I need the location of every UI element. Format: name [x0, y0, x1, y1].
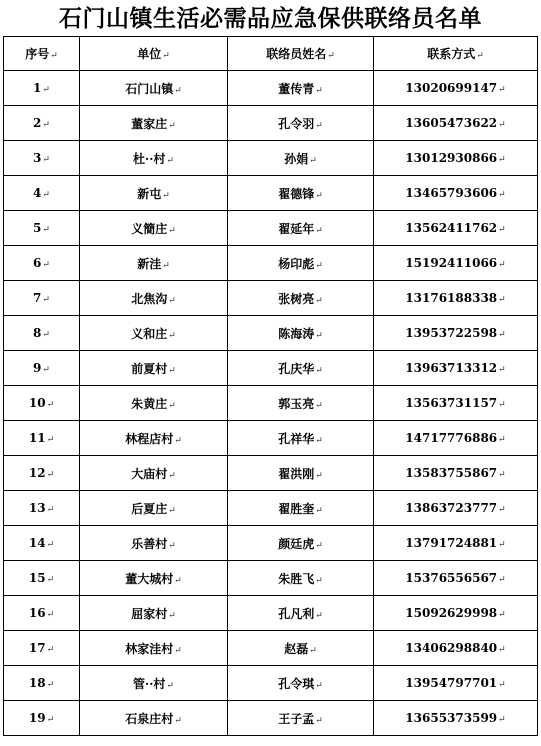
cell-phone-text: 13605473622 — [405, 116, 498, 130]
paragraph-mark-icon: ↵ — [315, 435, 323, 446]
cell-phone-text: 15092629998 — [405, 606, 498, 620]
paragraph-mark-icon: ↵ — [498, 540, 506, 550]
header-index-label: 序号 — [25, 47, 50, 61]
table-body — [4, 71, 538, 736]
paragraph-mark-icon: ↵ — [174, 645, 182, 656]
cell-name-text: 颜廷虎 — [278, 536, 315, 551]
cell-unit — [80, 701, 228, 736]
paragraph-mark-icon: ↵ — [46, 575, 55, 585]
cell-phone — [374, 666, 538, 701]
cell-name — [228, 666, 374, 701]
paragraph-mark-icon: ↵ — [498, 120, 506, 130]
cell-index — [4, 281, 80, 316]
cell-name-text: 陈海涛 — [278, 326, 315, 341]
cell-unit-text: 义簡庄 — [131, 221, 168, 236]
cell-phone — [374, 631, 538, 666]
cell-name-text: 孔令琪 — [278, 676, 315, 691]
cell-index-text: 15 — [28, 571, 46, 585]
paragraph-mark-icon: ↵ — [168, 365, 176, 376]
cell-phone — [374, 106, 538, 141]
paragraph-mark-icon: ↵ — [46, 505, 55, 515]
cell-unit-text: 新屯 — [137, 186, 162, 201]
cell-phone-text: 13953722598 — [405, 326, 498, 340]
cell-phone-text: 13020699147 — [405, 81, 498, 95]
paragraph-mark-icon: ↵ — [168, 400, 176, 411]
cell-phone-text: 13791724881 — [405, 536, 498, 550]
cell-name — [228, 141, 374, 176]
cell-unit — [80, 456, 228, 491]
cell-phone — [374, 701, 538, 736]
cell-unit — [80, 281, 228, 316]
paragraph-mark-icon: ↵ — [315, 365, 323, 376]
cell-name-text: 董传青 — [278, 81, 315, 96]
cell-unit — [80, 71, 228, 106]
paragraph-mark-icon: ↵ — [498, 85, 506, 95]
cell-index — [4, 421, 80, 456]
paragraph-mark-icon: ↵ — [46, 470, 55, 480]
cell-unit — [80, 491, 228, 526]
cell-index — [4, 386, 80, 421]
header-name — [228, 37, 374, 71]
cell-index — [4, 106, 80, 141]
cell-name — [228, 596, 374, 631]
cell-name — [228, 211, 374, 246]
paragraph-mark-icon: ↵ — [168, 295, 176, 306]
cell-index — [4, 491, 80, 526]
paragraph-mark-icon: ↵ — [315, 190, 323, 201]
cell-phone — [374, 141, 538, 176]
cell-unit — [80, 246, 228, 281]
cell-index — [4, 246, 80, 281]
cell-unit-text: 石泉庄村 — [125, 711, 174, 726]
cell-index-text: 1 — [33, 81, 42, 95]
cell-name-text: 翟洪刚 — [278, 466, 315, 481]
paragraph-mark-icon: ↵ — [42, 190, 50, 200]
cell-index — [4, 631, 80, 666]
cell-index — [4, 666, 80, 701]
cell-index — [4, 701, 80, 736]
paragraph-mark-icon: ↵ — [498, 365, 506, 375]
paragraph-mark-icon: ↵ — [309, 645, 317, 656]
paragraph-mark-icon: ↵ — [168, 225, 176, 236]
cell-phone-text: 13176188338 — [405, 291, 498, 305]
paragraph-mark-icon: ↵ — [309, 155, 317, 166]
table-row — [4, 211, 538, 246]
paragraph-mark-icon: ↵ — [168, 120, 176, 131]
table-row — [4, 246, 538, 281]
paragraph-mark-icon: ↵ — [498, 470, 506, 480]
cell-unit — [80, 211, 228, 246]
cell-index — [4, 316, 80, 351]
cell-phone — [374, 71, 538, 106]
cell-phone-text: 13954797701 — [405, 676, 498, 690]
cell-unit — [80, 596, 228, 631]
cell-index — [4, 71, 80, 106]
table-row — [4, 561, 538, 596]
cell-unit-text: 石门山镇 — [125, 81, 174, 96]
cell-index-text: 8 — [33, 326, 42, 340]
paragraph-mark-icon: ↵ — [498, 575, 506, 585]
cell-phone — [374, 386, 538, 421]
cell-index-text: 3 — [33, 151, 42, 165]
cell-name — [228, 526, 374, 561]
cell-phone-text: 13465793606 — [405, 186, 498, 200]
cell-phone — [374, 456, 538, 491]
paragraph-mark-icon: ↵ — [315, 295, 323, 306]
cell-unit — [80, 666, 228, 701]
cell-name — [228, 701, 374, 736]
cell-unit-text: 乐善村 — [131, 536, 168, 551]
cell-unit-text: 前夏村 — [131, 361, 168, 376]
table-row — [4, 456, 538, 491]
paragraph-mark-icon: ↵ — [498, 190, 506, 200]
cell-phone-text: 13863723777 — [405, 501, 498, 515]
paragraph-mark-icon: ↵ — [498, 260, 506, 270]
table-row — [4, 106, 538, 141]
paragraph-mark-icon: ↵ — [46, 435, 55, 445]
cell-unit — [80, 631, 228, 666]
paragraph-mark-icon: ↵ — [42, 295, 50, 305]
cell-index-text: 7 — [33, 291, 42, 305]
paragraph-mark-icon: ↵ — [498, 295, 506, 305]
cell-index-text: 5 — [33, 221, 42, 235]
cell-phone — [374, 421, 538, 456]
cell-index-text: 4 — [33, 186, 42, 200]
header-name-label: 联络员姓名 — [266, 47, 327, 61]
paragraph-mark-icon: ↵ — [50, 51, 58, 61]
paragraph-mark-icon: ↵ — [315, 680, 323, 691]
cell-index-text: 16 — [28, 606, 46, 620]
cell-name-text: 翟胜奎 — [278, 501, 315, 516]
paragraph-mark-icon: ↵ — [162, 260, 170, 271]
paragraph-mark-icon: ↵ — [42, 260, 50, 270]
cell-name-text: 翟德锋 — [278, 186, 315, 201]
cell-unit — [80, 351, 228, 386]
paragraph-mark-icon: ↵ — [162, 190, 170, 201]
table-row — [4, 281, 538, 316]
paragraph-mark-icon: ↵ — [315, 225, 323, 236]
cell-index-text: 9 — [33, 361, 42, 375]
paragraph-mark-icon: ↵ — [498, 610, 506, 620]
cell-index — [4, 596, 80, 631]
cell-name-text: 孙娟 — [284, 151, 309, 166]
paragraph-mark-icon: ↵ — [498, 715, 506, 725]
table-row — [4, 666, 538, 701]
table-row — [4, 351, 538, 386]
paragraph-mark-icon: ↵ — [46, 610, 55, 620]
cell-phone-text: 13012930866 — [405, 151, 498, 165]
cell-index-text: 13 — [28, 501, 46, 515]
cell-unit — [80, 316, 228, 351]
paragraph-mark-icon: ↵ — [42, 120, 50, 130]
cell-phone — [374, 526, 538, 561]
paragraph-mark-icon: ↵ — [174, 85, 182, 96]
cell-unit-text: 管··村 — [133, 676, 166, 691]
cell-phone-text: 15192411066 — [405, 256, 498, 270]
table-row — [4, 176, 538, 211]
paragraph-mark-icon: ↵ — [498, 435, 506, 445]
paragraph-mark-icon: ↵ — [498, 645, 506, 655]
paragraph-mark-icon: ↵ — [498, 330, 506, 340]
cell-name — [228, 386, 374, 421]
paragraph-mark-icon: ↵ — [174, 435, 182, 446]
cell-unit-text: 大庙村 — [131, 466, 168, 481]
cell-unit-text: 林家洼村 — [125, 641, 174, 656]
cell-name — [228, 456, 374, 491]
cell-unit — [80, 526, 228, 561]
cell-phone-text: 13583755867 — [405, 466, 498, 480]
cell-phone — [374, 491, 538, 526]
table-row — [4, 316, 538, 351]
cell-name-text: 王子孟 — [278, 711, 315, 726]
paragraph-mark-icon: ↵ — [42, 365, 50, 375]
table-row — [4, 386, 538, 421]
cell-index-text: 11 — [28, 431, 46, 445]
table-row — [4, 71, 538, 106]
cell-name — [228, 491, 374, 526]
cell-name — [228, 631, 374, 666]
cell-phone — [374, 316, 538, 351]
cell-index — [4, 561, 80, 596]
cell-unit-text: 后夏庄 — [131, 501, 168, 516]
cell-index-text: 18 — [28, 676, 46, 690]
cell-phone — [374, 351, 538, 386]
cell-name-text: 孔凡利 — [278, 606, 315, 621]
cell-unit-text: 林程店村 — [125, 431, 174, 446]
cell-phone-text: 13655373599 — [405, 711, 498, 725]
paragraph-mark-icon: ↵ — [42, 330, 50, 340]
cell-index — [4, 211, 80, 246]
cell-name — [228, 281, 374, 316]
cell-unit — [80, 421, 228, 456]
paragraph-mark-icon: ↵ — [498, 680, 506, 690]
cell-unit-text: 义和庄 — [131, 326, 168, 341]
paragraph-mark-icon: ↵ — [168, 610, 176, 621]
cell-index-text: 10 — [28, 396, 46, 410]
paragraph-mark-icon: ↵ — [168, 505, 176, 516]
table-header-row — [4, 37, 538, 71]
paragraph-mark-icon: ↵ — [46, 680, 55, 690]
cell-name — [228, 351, 374, 386]
cell-phone-text: 13563731157 — [405, 396, 498, 410]
cell-unit — [80, 386, 228, 421]
cell-index-text: 2 — [33, 116, 42, 130]
paragraph-mark-icon: ↵ — [315, 540, 323, 551]
cell-name-text: 翟延年 — [278, 221, 315, 236]
cell-index-text: 19 — [28, 711, 46, 725]
header-unit — [80, 37, 228, 71]
page-title: 石门山镇生活必需品应急保供联络员名单 — [59, 5, 482, 32]
table-row — [4, 526, 538, 561]
paragraph-mark-icon: ↵ — [42, 225, 50, 235]
table-row — [4, 491, 538, 526]
paragraph-mark-icon: ↵ — [166, 680, 174, 691]
paragraph-mark-icon: ↵ — [168, 330, 176, 341]
cell-unit-text: 北焦沟 — [131, 291, 168, 306]
paragraph-mark-icon: ↵ — [315, 610, 323, 621]
paragraph-mark-icon: ↵ — [46, 400, 55, 410]
paragraph-mark-icon: ↵ — [168, 470, 176, 481]
cell-name-text: 孔庆华 — [278, 361, 315, 376]
paragraph-mark-icon: ↵ — [168, 540, 176, 551]
cell-phone-text: 13406298840 — [405, 641, 498, 655]
cell-unit-text: 屈家村 — [131, 606, 168, 621]
paragraph-mark-icon: ↵ — [315, 470, 323, 481]
cell-phone — [374, 281, 538, 316]
header-phone-label: 联系方式 — [427, 47, 476, 61]
paragraph-mark-icon: ↵ — [42, 85, 50, 95]
paragraph-mark-icon: ↵ — [46, 715, 55, 725]
cell-phone-text: 15376556567 — [405, 571, 498, 585]
cell-phone — [374, 176, 538, 211]
cell-name-text: 朱胜飞 — [278, 571, 315, 586]
paragraph-mark-icon: ↵ — [498, 505, 506, 515]
paragraph-mark-icon: ↵ — [315, 715, 323, 726]
paragraph-mark-icon: ↵ — [327, 51, 335, 61]
cell-unit — [80, 176, 228, 211]
table-row — [4, 631, 538, 666]
paragraph-mark-icon: ↵ — [46, 645, 55, 655]
cell-index — [4, 456, 80, 491]
cell-index-text: 17 — [28, 641, 46, 655]
cell-name — [228, 71, 374, 106]
cell-name — [228, 316, 374, 351]
paragraph-mark-icon: ↵ — [315, 400, 323, 411]
paragraph-mark-icon: ↵ — [315, 120, 323, 131]
contact-table — [3, 36, 538, 736]
cell-unit-text: 董家庄 — [131, 116, 168, 131]
cell-name — [228, 421, 374, 456]
cell-name — [228, 176, 374, 211]
cell-index-text: 6 — [33, 256, 42, 270]
cell-phone — [374, 561, 538, 596]
cell-name — [228, 246, 374, 281]
cell-name — [228, 106, 374, 141]
paragraph-mark-icon: ↵ — [174, 715, 182, 726]
cell-unit — [80, 106, 228, 141]
cell-phone — [374, 246, 538, 281]
paragraph-mark-icon: ↵ — [42, 155, 50, 165]
paragraph-mark-icon: ↵ — [315, 260, 323, 271]
table-row — [4, 421, 538, 456]
paragraph-mark-icon: ↵ — [166, 155, 174, 166]
cell-index — [4, 526, 80, 561]
cell-index — [4, 176, 80, 211]
cell-name-text: 杨印彪 — [278, 256, 315, 271]
table-row — [4, 596, 538, 631]
cell-unit — [80, 561, 228, 596]
cell-index-text: 14 — [28, 536, 46, 550]
cell-unit — [80, 141, 228, 176]
header-unit-label: 单位 — [137, 47, 162, 61]
paragraph-mark-icon: ↵ — [315, 505, 323, 516]
cell-index-text: 12 — [28, 466, 46, 480]
paragraph-mark-icon: ↵ — [498, 225, 506, 235]
paragraph-mark-icon: ↵ — [315, 330, 323, 341]
paragraph-mark-icon: ↵ — [498, 400, 506, 410]
cell-unit-text: 杜··村 — [133, 151, 166, 166]
paragraph-mark-icon: ↵ — [46, 540, 55, 550]
paragraph-mark-icon: ↵ — [174, 575, 182, 586]
cell-phone — [374, 211, 538, 246]
header-phone — [374, 37, 538, 71]
cell-name-text: 孔令羽 — [278, 116, 315, 131]
header-index — [4, 37, 80, 71]
cell-phone-text: 13562411762 — [405, 221, 498, 235]
cell-name-text: 赵磊 — [284, 641, 309, 656]
cell-name-text: 张树亮 — [278, 291, 315, 306]
cell-index — [4, 351, 80, 386]
cell-unit-text: 董大城村 — [125, 571, 174, 586]
cell-phone — [374, 596, 538, 631]
cell-unit-text: 朱黄庄 — [131, 396, 168, 411]
paragraph-mark-icon: ↵ — [476, 51, 484, 61]
table-row — [4, 141, 538, 176]
table-row — [4, 701, 538, 736]
paragraph-mark-icon: ↵ — [315, 85, 323, 96]
paragraph-mark-icon: ↵ — [162, 51, 170, 61]
paragraph-mark-icon: ↵ — [498, 155, 506, 165]
cell-name-text: 郭玉亮 — [278, 396, 315, 411]
cell-name-text: 孔祥华 — [278, 431, 315, 446]
paragraph-mark-icon: ↵ — [315, 575, 323, 586]
cell-phone-text: 13963713312 — [405, 361, 498, 375]
cell-phone-text: 14717776886 — [405, 431, 498, 445]
cell-name — [228, 561, 374, 596]
cell-index — [4, 141, 80, 176]
cell-unit-text: 新洼 — [137, 256, 162, 271]
